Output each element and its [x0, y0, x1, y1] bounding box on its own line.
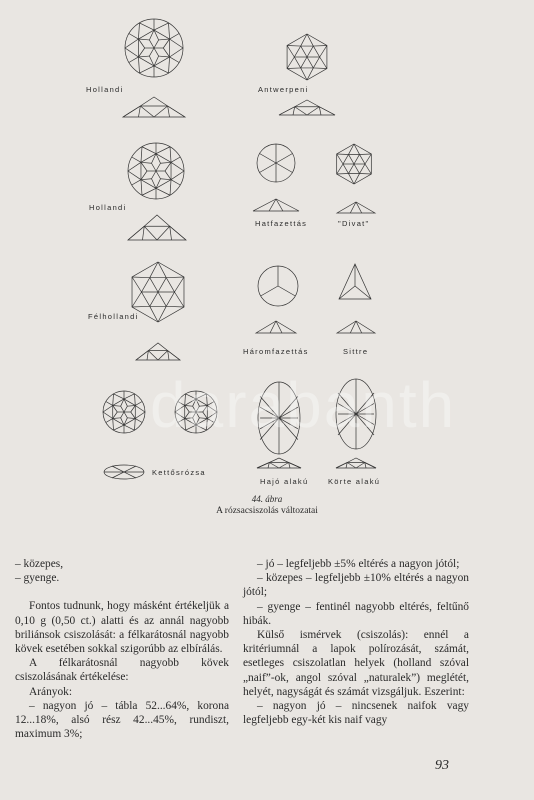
gem-line [132, 277, 141, 292]
label-kettosrozsa: Kettősrózsa [152, 468, 206, 477]
gem-line [132, 277, 150, 278]
gem-line [138, 23, 139, 39]
gem-line [127, 405, 135, 406]
label-divat: "Divat" [338, 219, 370, 228]
gem-line [157, 226, 170, 240]
gem-line [113, 394, 114, 406]
gem-line [196, 406, 199, 412]
gem-line [365, 154, 371, 164]
page-number: 93 [435, 758, 449, 773]
gem-line [156, 171, 160, 179]
gem-line [138, 48, 144, 57]
gem-line [171, 171, 184, 180]
gem-line [203, 412, 208, 419]
gem-line [178, 402, 185, 406]
gem-line [131, 412, 136, 419]
gem-line [354, 164, 360, 174]
gem-outline [136, 343, 180, 360]
gem-line [170, 39, 183, 48]
gem-line [207, 405, 217, 412]
label-antwerpeni: Antwerpeni [258, 85, 309, 94]
label-haromfazettas: Háromfazettás [243, 347, 309, 356]
gem-line [175, 292, 184, 307]
gem-line [320, 57, 327, 69]
gem-line [313, 68, 327, 69]
gem-line [123, 106, 140, 117]
gem-line [103, 412, 113, 419]
gem-line [207, 394, 208, 406]
gem-line [170, 57, 180, 63]
gem-line [152, 171, 156, 179]
gem-line [175, 277, 184, 292]
gem-outline [336, 458, 376, 468]
gem-line [260, 154, 276, 164]
paragraph: A félkarátosnál nagyobb kövek csiszolásának értékelése: [15, 657, 229, 684]
gem-line [128, 162, 141, 171]
gem-line [168, 351, 180, 360]
gem-line [355, 286, 371, 299]
gem-line [319, 107, 321, 115]
gem-line [313, 46, 327, 47]
gem-line [156, 188, 170, 195]
gem-line [207, 412, 217, 419]
gem-line [295, 107, 307, 115]
gem-line [106, 402, 113, 406]
gem-line [165, 162, 171, 171]
gem-line [207, 419, 214, 423]
gem-line [196, 425, 207, 430]
gem-line [159, 39, 170, 40]
label-felhollandi: Félhollandi [88, 312, 139, 321]
gem-line [124, 412, 127, 418]
gem-line [140, 106, 154, 117]
paragraph: – közepes, [15, 558, 64, 570]
gem-line [158, 278, 166, 292]
gem-line [140, 23, 155, 30]
gem-line [356, 463, 365, 469]
gem-line [165, 171, 171, 180]
gem-line [307, 57, 313, 68]
gem-line [160, 179, 171, 180]
gem-line [142, 188, 156, 195]
gem-line [199, 405, 207, 406]
gem-line [149, 40, 154, 48]
gem-line [144, 226, 157, 240]
gem-line [278, 286, 295, 296]
gem-line [365, 164, 371, 174]
gem-line [171, 180, 180, 185]
gem-line [159, 56, 170, 57]
gem-line [276, 163, 292, 173]
gem-line [287, 46, 301, 47]
gem-line [269, 463, 279, 469]
gem-line [149, 48, 154, 56]
paragraph: Arányok: [29, 685, 73, 698]
gem-line [320, 46, 327, 58]
gem-line [301, 46, 307, 57]
gem-line [261, 286, 278, 296]
label-hatfazettas: Hatfazettás [255, 219, 308, 228]
gem-line [168, 106, 185, 117]
gem-line [141, 171, 147, 180]
gem-line [132, 292, 141, 307]
gem-outline [257, 458, 301, 468]
paragraph: – közepes – legfeljebb ±10% eltérés a nagyon jótól; [243, 572, 469, 599]
gem-line [114, 425, 125, 430]
gem-line [124, 406, 127, 412]
gem-line [103, 405, 113, 412]
gem-outline [253, 199, 299, 211]
gem-line [141, 179, 152, 180]
gem-line [166, 277, 184, 278]
gem-line [185, 412, 190, 419]
gem-outline [123, 97, 185, 117]
gem-line [135, 419, 136, 431]
gem-line [287, 68, 301, 69]
gem-line [135, 405, 145, 412]
gem-line [279, 463, 289, 469]
gem-line [301, 57, 307, 68]
gem-line [132, 306, 150, 307]
gem-line [185, 405, 193, 406]
gem-line [125, 48, 138, 57]
gem-line [128, 171, 141, 180]
gem-line [339, 286, 355, 299]
gem-line [132, 157, 141, 162]
gem-line [158, 292, 166, 306]
gem-line [124, 394, 135, 399]
label-sittre: Sittre [343, 347, 369, 356]
gem-line [150, 278, 158, 292]
gem-line [129, 34, 139, 40]
gem-line [135, 402, 142, 406]
gem-outline [128, 215, 186, 240]
gem-line [124, 425, 135, 430]
gem-line [349, 154, 355, 164]
gem-outline [337, 202, 375, 213]
gem-line [160, 162, 171, 163]
gem-line [113, 405, 118, 412]
right-text-column [243, 557, 469, 727]
gem-line [170, 226, 172, 240]
gem-line [279, 107, 295, 115]
gem-line [166, 306, 184, 307]
gem-line [175, 412, 185, 419]
gem-line [135, 412, 145, 419]
gem-line [154, 48, 159, 56]
gem-line [113, 412, 118, 419]
gem-line [143, 226, 145, 240]
gem-line [207, 419, 208, 431]
gem-line [170, 34, 180, 40]
watermark: darabanth [150, 369, 457, 441]
gem-line [193, 412, 196, 418]
gem-line [365, 463, 376, 469]
gem-line [142, 147, 156, 154]
gem-line [276, 154, 292, 164]
gem-line [168, 351, 169, 360]
paragraph: – nagyon jó – nincsenek naifok vagy legfeljebb egy-két kis naif vagy [243, 700, 469, 727]
gem-line [128, 226, 144, 240]
gem-line [171, 162, 184, 171]
gem-line [319, 107, 335, 115]
label-hollandi-2: Hollandi [89, 203, 127, 212]
gem-line [154, 106, 168, 117]
paragraph: – gyenge. [15, 572, 60, 585]
gem-line [154, 23, 169, 30]
gem-line [168, 106, 170, 117]
gem-line [170, 48, 183, 57]
gem-line [138, 39, 144, 48]
gem-line [125, 39, 138, 48]
gem-line [169, 57, 170, 73]
gem-line [170, 180, 171, 196]
paragraph: – jó – legfeljebb ±5% eltérés a nagyon jótól; [257, 558, 460, 570]
gem-line [141, 147, 142, 163]
gem-line [114, 394, 125, 399]
paragraph: – gyenge – fentinél nagyobb eltérés, feltűnő hibák. [243, 600, 469, 627]
gem-line [336, 463, 347, 469]
gem-line [150, 292, 158, 306]
gem-line [170, 226, 186, 240]
gem-line [136, 351, 148, 360]
gem-line [257, 463, 269, 469]
gem-line [185, 418, 193, 419]
gem-line [354, 154, 360, 164]
gem-line [156, 163, 160, 171]
figure-caption: A rózsacsiszolás változatai [216, 506, 318, 516]
gem-line [121, 412, 124, 418]
gem-line [347, 463, 356, 469]
gem-line [138, 57, 139, 73]
label-hajo-alaku: Hajó alakú [260, 477, 309, 486]
gem-line [140, 66, 155, 73]
gem-line [141, 162, 147, 171]
gem-line [287, 46, 294, 58]
gem-line [178, 419, 185, 423]
gem-line [169, 23, 170, 39]
gem-line [138, 39, 149, 40]
gem-line [135, 419, 142, 423]
gem-line [148, 351, 158, 360]
gem-line [158, 351, 168, 360]
gem-line [307, 107, 319, 115]
gem-line [185, 419, 186, 431]
gem-line [163, 48, 169, 57]
gem-line [185, 394, 186, 406]
label-korte-alaku: Körte alakú [328, 477, 381, 486]
gem-line [287, 57, 294, 69]
gem-line [186, 394, 197, 399]
gem-line [196, 394, 207, 399]
gem-line [139, 106, 141, 117]
gem-line [175, 405, 185, 412]
gem-line [185, 405, 190, 412]
paragraph: Fontos tudnunk, hogy másként értékeljük a 0,10 g (0,50 ct.) alatti és az annál nagyobb briliánsok csiszolását: a félkarátosnál nagyobb kövek esetében sokkal szigorúbb az elbírálás. [15, 600, 229, 656]
gem-line [170, 147, 171, 163]
gem-line [147, 351, 148, 360]
paragraph: Külső ismérvek (csiszolás): ennél a kritériumnál a lapok polírozását, számát, esetleges csiszolatlan helyek (holland szóval „naif”-ok, angol szóval „naturalek”) meglétét, helyét, nagyságát és számát vizsgáljuk. Eszerint: [243, 629, 469, 698]
label-hollandi-1: Hollandi [86, 85, 124, 94]
gem-line [293, 107, 295, 115]
gem-line [121, 406, 124, 412]
gem-outline [256, 321, 296, 333]
gem-line [113, 419, 114, 431]
gem-line [349, 164, 355, 174]
gem-line [141, 180, 142, 196]
gem-line [106, 419, 113, 423]
left-text-column [15, 557, 229, 741]
gem-line [154, 66, 169, 73]
gem-line [260, 163, 276, 173]
gem-line [203, 405, 208, 412]
gem-line [141, 162, 152, 163]
gem-line [307, 46, 313, 57]
gem-line [337, 164, 343, 174]
gem-line [207, 402, 214, 406]
gem-line [196, 412, 199, 418]
gem-line [163, 39, 169, 48]
figure-number: 44. ábra [251, 494, 283, 504]
gem-line [156, 147, 170, 154]
gem-line [289, 463, 301, 469]
gem-line [337, 154, 343, 164]
gem-line [129, 57, 139, 63]
gem-line [132, 180, 141, 185]
gem-line [138, 56, 149, 57]
gem-line [152, 163, 156, 171]
gem-line [171, 157, 180, 162]
gem-line [154, 40, 159, 48]
gem-outline [337, 321, 375, 333]
gem-line [199, 418, 207, 419]
gem-line [127, 418, 135, 419]
paragraph: – nagyon jó – tábla 52...64%, korona 12...18%, alsó rész 42...45%, rundiszt, maximum 3%; [15, 699, 229, 741]
gem-line [186, 425, 197, 430]
gem-line [135, 394, 136, 406]
gem-line [193, 406, 196, 412]
gem-line [113, 405, 121, 406]
gem-outline [279, 100, 335, 115]
gem-line [113, 418, 121, 419]
gem-line [131, 405, 136, 412]
